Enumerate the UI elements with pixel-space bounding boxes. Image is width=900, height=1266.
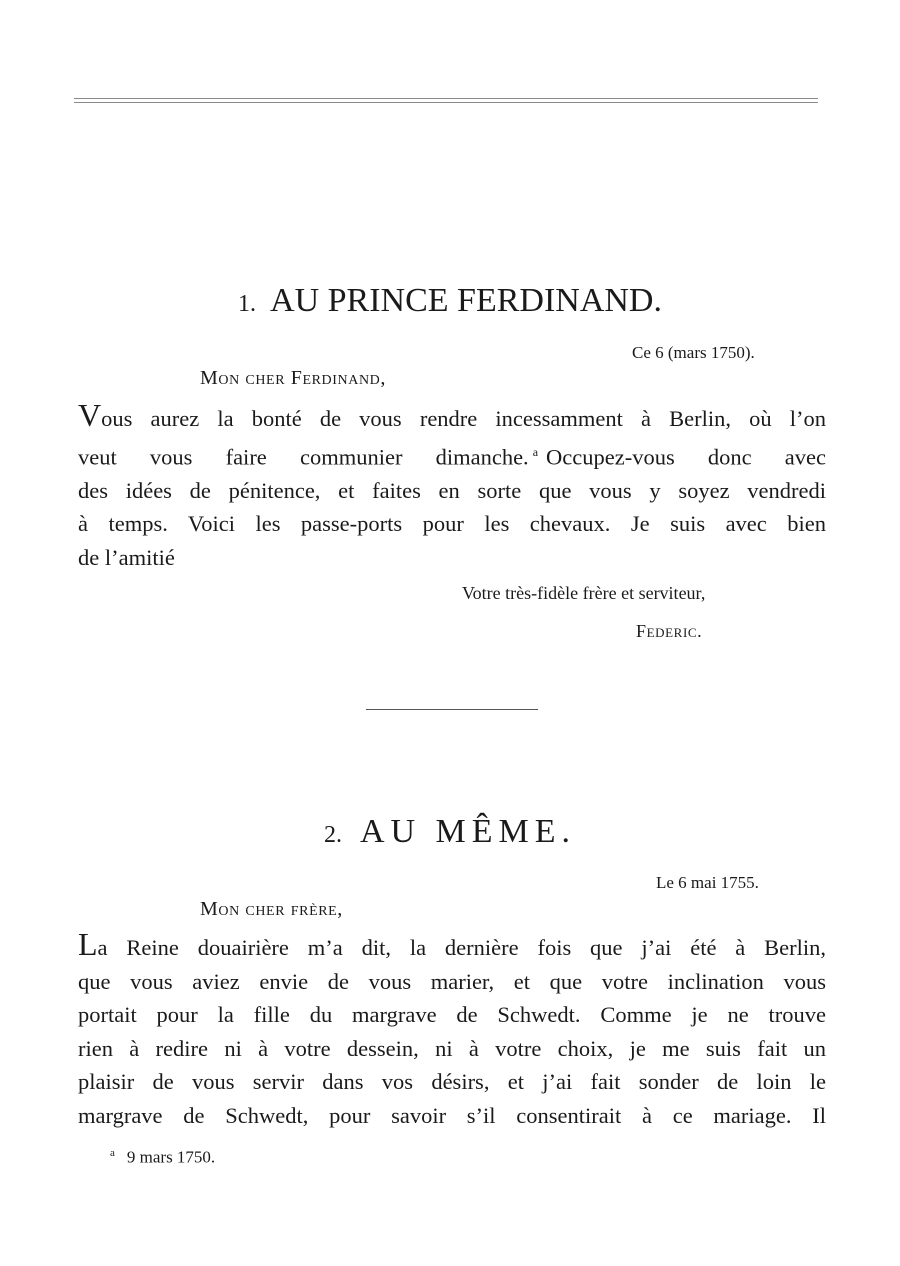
letter-2-dateline: Le 6 mai 1755.	[656, 873, 759, 892]
letter-1-line-1: Vous aurez la bonté de vous rendre incessamment à Berlin, où l’on	[78, 397, 826, 433]
letter-2-line-5: plaisir de vous servir dans vos désirs, et j’ai fait sonder de loin le	[78, 1069, 826, 1094]
letter-2-line-1: La Reine douairière m’a dit, la dernière fois que j’ai été à Berlin,	[78, 926, 826, 962]
letter-2-title: AU MÊME.	[359, 813, 577, 850]
letter-2-heading	[0, 813, 900, 851]
letter-1-dateline: Ce 6 (mars 1750).	[632, 343, 755, 362]
letter-1-line-5: de l’amitié	[78, 544, 175, 570]
footnote	[110, 1147, 215, 1168]
letter-2-salutation: Mon cher frère,	[200, 898, 343, 920]
section-divider	[366, 709, 538, 710]
initial-capital: V	[78, 397, 102, 433]
letter-1-heading	[0, 282, 900, 320]
letter-1-line-2: veut vous faire communier dimanche. $^a$ Occupez-vous donc avec	[78, 444, 826, 469]
footnote-marker: a	[110, 1147, 115, 1159]
letter-2-number: 2.	[323, 822, 342, 848]
letter-2-line-6: margrave de Schwedt, pour savoir s’il consentirait à ce mariage. Il	[78, 1102, 826, 1128]
initial-capital: L	[78, 926, 98, 962]
letter-1-line-3: des idées de pénitence, et faites en sorte que vous y soyez vendredi	[78, 477, 826, 503]
letter-1-number: 1.	[238, 291, 257, 317]
footnote-text: 9 mars 1750.	[126, 1147, 216, 1167]
letter-1-title: AU PRINCE FERDINAND.	[270, 282, 662, 319]
letter-2-line-3: portait pour la fille du margrave de Schwedt. Comme je ne trouve	[78, 1002, 826, 1027]
letter-1-closing: Votre très-fidèle frère et serviteur,	[462, 583, 706, 603]
letter-1-salutation: Mon cher Ferdinand,	[200, 367, 386, 389]
letter-1-line-4: à temps. Voici les passe-ports pour les chevaux. Je suis avec bien	[78, 511, 826, 536]
top-double-rule	[74, 98, 818, 103]
footnote-ref-marker: a	[532, 444, 539, 459]
letter-1-signature: Federic.	[636, 621, 703, 641]
letter-2-body	[78, 926, 826, 1132]
letter-2-line-4: rien à redire ni à votre dessein, ni à votre choix, je me suis fait un	[78, 1035, 826, 1061]
letter-2-line-2: que vous aviez envie de vous marier, et que votre inclination vous	[78, 968, 826, 994]
letter-1-body	[78, 397, 826, 574]
